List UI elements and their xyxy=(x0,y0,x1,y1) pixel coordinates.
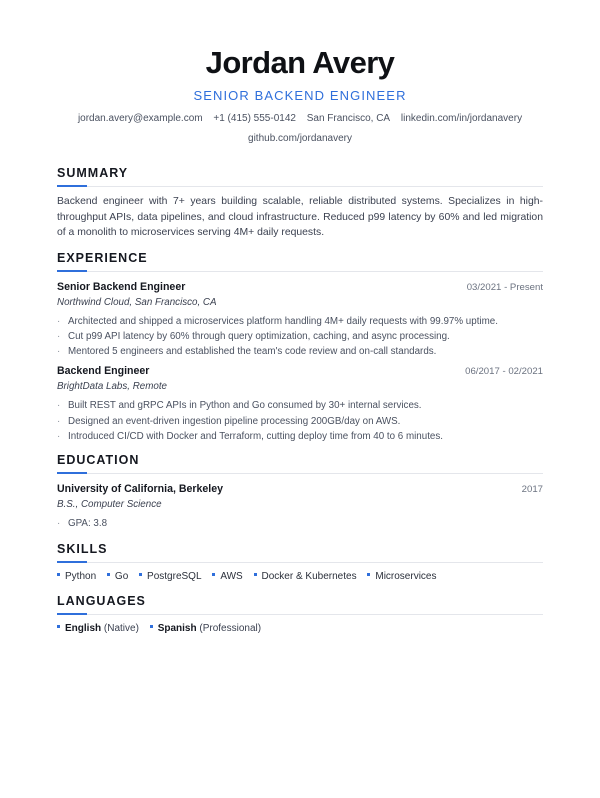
bullet-item xyxy=(57,414,543,429)
languages-list xyxy=(57,622,543,636)
skill-label: PostgreSQL xyxy=(147,570,202,582)
contact-linkedin[interactable]: linkedin.com/in/jordanavery xyxy=(400,113,523,124)
job-bullets xyxy=(57,398,543,444)
bullet-square-icon xyxy=(57,573,60,576)
summary-text: Backend engineer with 7+ years building scalable, reliable distributed systems. Specializes in high-throughput APIs, data pipelines, and cloud infrastructure. Reduced p99 latency by 60% and led migration of a monolith to microservices serving 4M+ daily requests. xyxy=(57,196,543,238)
education-section xyxy=(57,453,543,531)
language-level: (Native) xyxy=(103,622,139,634)
job-company: BrightData Labs, Remote xyxy=(57,381,167,393)
candidate-name: Jordan Avery xyxy=(205,45,395,80)
languages-heading: LANGUAGES xyxy=(57,594,543,615)
bullet-text: Introduced CI/CD with Docker and Terraform, cutting deploy time from 40 to 6 minutes. xyxy=(68,430,443,442)
job-bullets xyxy=(57,314,543,360)
degree: B.S., Computer Science xyxy=(57,499,162,511)
bullet-item xyxy=(57,429,543,444)
candidate-role: SENIOR BACKEND ENGINEER xyxy=(193,88,407,103)
skill-label: Microservices xyxy=(375,570,437,582)
bullet-dot-icon: · xyxy=(57,415,61,427)
contact-phone[interactable]: +1 (415) 555-0142 xyxy=(213,113,296,124)
bullet-item xyxy=(57,516,543,531)
bullet-dot-icon: · xyxy=(57,315,61,327)
bullet-text: Architected and shipped a microservices platform handling 4M+ daily requests with 99.97% uptime. xyxy=(68,315,498,327)
bullet-square-icon xyxy=(107,573,110,576)
education-entry xyxy=(57,482,543,531)
bullet-text: Cut p99 API latency by 60% through query optimization, caching, and async processing. xyxy=(68,330,450,342)
skill-item xyxy=(212,570,242,584)
contact-info xyxy=(57,112,543,146)
entry-header xyxy=(57,364,543,379)
bullet-item xyxy=(57,344,543,359)
bullet-text: Designed an event-driven ingestion pipeline processing 200GB/day on AWS. xyxy=(68,415,401,427)
bullet-square-icon xyxy=(254,573,257,576)
education-bullets xyxy=(57,516,543,531)
bullet-item xyxy=(57,398,543,413)
resume-header xyxy=(57,0,543,146)
experience-section xyxy=(57,251,543,445)
job-company: Northwind Cloud, San Francisco, CA xyxy=(57,296,217,308)
contact-location: San Francisco, CA xyxy=(306,113,391,124)
language-level: (Professional) xyxy=(199,622,262,634)
skill-label: Docker & Kubernetes xyxy=(261,570,357,582)
bullet-dot-icon: · xyxy=(57,430,61,442)
school-name: University of California, Berkeley xyxy=(57,483,224,496)
entry-header xyxy=(57,280,543,295)
summary-heading: SUMMARY xyxy=(57,166,543,187)
job-title: Backend Engineer xyxy=(57,365,150,378)
bullet-square-icon xyxy=(367,573,370,576)
skill-item xyxy=(254,570,357,584)
contact-line-1 xyxy=(57,112,543,126)
contact-github[interactable]: github.com/jordanavery xyxy=(248,133,352,144)
bullet-text: GPA: 3.8 xyxy=(68,518,108,530)
bullet-dot-icon: · xyxy=(57,346,61,358)
skill-item xyxy=(107,570,128,584)
bullet-text: Mentored 5 engineers and established the team's code review and on-call standards. xyxy=(68,346,437,358)
language-item xyxy=(150,622,261,636)
bullet-square-icon xyxy=(150,625,153,628)
skill-label: Go xyxy=(114,570,129,582)
bullet-dot-icon: · xyxy=(57,518,61,530)
bullet-square-icon xyxy=(57,625,60,628)
contact-email[interactable]: jordan.avery@example.com xyxy=(77,113,203,124)
summary-section xyxy=(57,166,543,241)
language-name: Spanish xyxy=(157,622,197,634)
bullet-square-icon xyxy=(212,573,215,576)
graduation-year: 2017 xyxy=(521,484,543,496)
skill-item xyxy=(57,570,96,584)
skills-list xyxy=(57,570,543,584)
job-title: Senior Backend Engineer xyxy=(57,280,186,293)
bullet-text: Built REST and gRPC APIs in Python and Go consumed by 30+ internal services. xyxy=(68,400,422,412)
skill-item xyxy=(139,570,201,584)
language-name: English xyxy=(65,622,102,634)
job-dates: 03/2021 - Present xyxy=(466,281,543,293)
contact-line-2 xyxy=(57,132,543,146)
experience-entry xyxy=(57,280,543,360)
bullet-item xyxy=(57,329,543,344)
entry-header xyxy=(57,482,543,497)
language-item xyxy=(57,622,139,636)
bullet-item xyxy=(57,314,543,329)
skill-label: Python xyxy=(65,570,97,582)
experience-heading: EXPERIENCE xyxy=(57,251,543,272)
bullet-square-icon xyxy=(139,573,142,576)
experience-entry xyxy=(57,364,543,444)
skills-heading: SKILLS xyxy=(57,542,543,563)
bullet-dot-icon: · xyxy=(57,400,61,412)
job-dates: 06/2017 - 02/2021 xyxy=(465,366,543,378)
languages-section xyxy=(57,594,543,636)
bullet-dot-icon: · xyxy=(57,330,61,342)
skill-item xyxy=(367,570,436,584)
skill-label: AWS xyxy=(220,570,243,582)
skills-section xyxy=(57,542,543,584)
education-heading: EDUCATION xyxy=(57,453,543,474)
